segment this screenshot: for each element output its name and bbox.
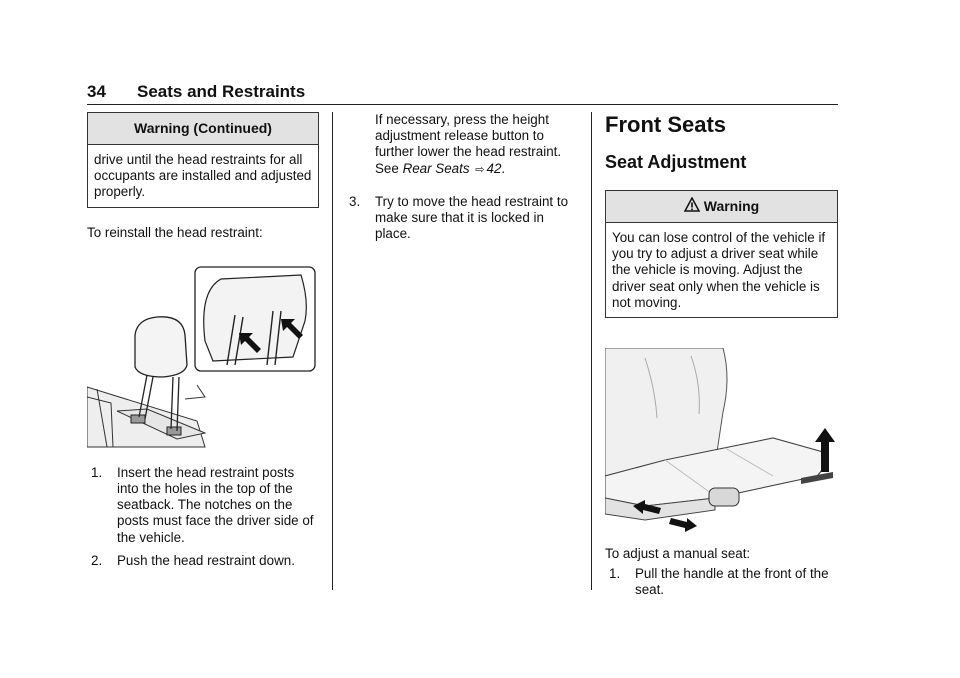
step-number: 1. <box>91 464 103 480</box>
warning-continued-box <box>87 112 319 208</box>
reference-end: . <box>501 160 506 176</box>
adjust-steps <box>605 566 838 598</box>
manual-adjust-intro: To adjust a manual seat: <box>605 546 751 562</box>
install-steps-continued <box>345 194 577 243</box>
step-text: Push the head restraint down. <box>117 552 295 568</box>
step-text: Insert the head restraint posts into the holes in the top of the seatback. The notches on the posts must face the driver side of the vehicle. <box>117 464 314 545</box>
section-title: Seats and Restraints <box>137 82 306 101</box>
list-item <box>87 553 319 569</box>
reference-page[interactable]: 42 <box>486 160 502 176</box>
warning-header <box>606 191 837 223</box>
step-number: 3. <box>349 193 361 209</box>
column-divider <box>332 112 333 590</box>
column-middle <box>345 112 577 242</box>
head-restraint-install-illustration <box>87 261 319 451</box>
step-text: Try to move the head restraint to make sure that it is locked in place. <box>375 193 569 242</box>
warning-box <box>605 190 838 318</box>
subheading: Seat Adjustment <box>605 152 747 172</box>
page-header <box>87 82 838 105</box>
column-right <box>605 112 838 599</box>
warning-triangle-icon <box>684 197 700 213</box>
warning-text: You can lose control of the vehicle if you try to adjust a driver seat while the vehicle is moving. Adjust the driver seat only when the vehicle is not moving. <box>612 230 826 310</box>
page-number: 34 <box>87 82 106 101</box>
continued-text: If necessary, press the height adjustment release button to further lower the head restraint. See <box>375 112 562 176</box>
step-number: 2. <box>91 552 103 568</box>
list-item <box>605 566 838 598</box>
seat-adjustment-illustration <box>605 348 838 534</box>
step-text: Pull the handle at the front of the seat. <box>635 566 829 598</box>
column-left <box>87 112 319 569</box>
reinstall-intro: To reinstall the head restraint: <box>87 224 263 240</box>
continued-step-text <box>345 112 577 178</box>
page-reference-icon: ⇨ <box>475 163 485 176</box>
list-item <box>87 465 319 546</box>
list-item <box>345 194 577 243</box>
step-number: 1. <box>609 566 621 582</box>
rear-seats-reference[interactable]: Rear Seats <box>402 160 470 176</box>
column-divider <box>591 112 592 590</box>
warning-text: drive until the head restraints for all occupants are installed and adjusted properly. <box>94 152 312 200</box>
install-steps <box>87 465 319 569</box>
warning-title: Warning (Continued) <box>88 113 318 145</box>
warning-title: Warning <box>703 198 760 214</box>
page-heading: Front Seats <box>605 112 727 137</box>
